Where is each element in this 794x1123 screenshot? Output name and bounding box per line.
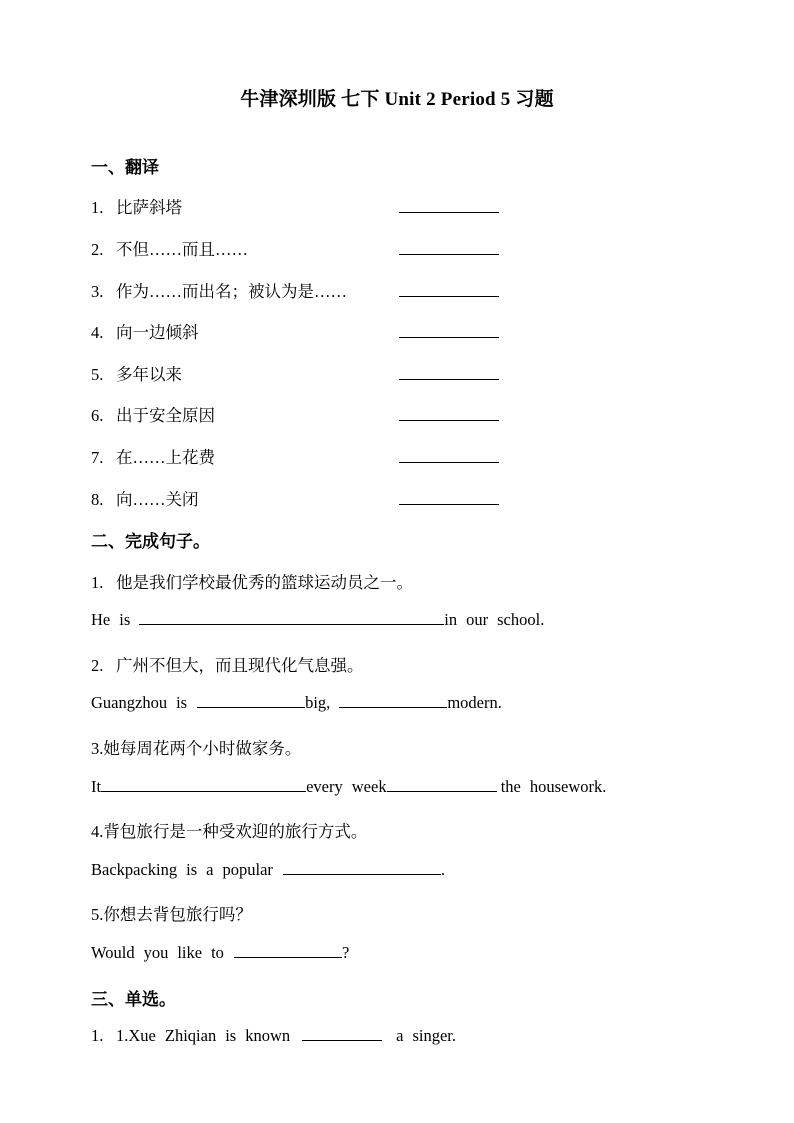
word: singer.	[412, 1026, 457, 1045]
prompt-text: 广州不但大，而且现代化气息强。	[116, 656, 364, 675]
answer-blank[interactable]	[399, 296, 499, 297]
item-text: 比萨斜塔	[116, 198, 182, 217]
word: you	[143, 943, 169, 962]
word: ?	[341, 943, 350, 962]
word: known	[245, 1026, 291, 1045]
answer-blank[interactable]	[399, 254, 499, 255]
word: is	[186, 860, 198, 879]
sentence-answer-line	[91, 693, 502, 713]
word: Would	[91, 943, 135, 962]
translate-item	[91, 236, 248, 260]
item-number: 5.	[91, 365, 104, 384]
item-number: 1.	[91, 1026, 104, 1045]
item-number: 2.	[91, 240, 104, 259]
prompt-text: 他是我们学校最优秀的篮球运动员之一。	[116, 573, 413, 592]
word: big,	[305, 693, 331, 712]
translate-item	[91, 402, 215, 426]
word: is	[225, 1026, 237, 1045]
item-text: 出于安全原因	[116, 406, 215, 425]
word: to	[211, 943, 224, 962]
answer-blank[interactable]	[399, 379, 499, 380]
answer-blank[interactable]	[399, 337, 499, 338]
word: Backpacking	[91, 860, 178, 879]
translate-item	[91, 278, 347, 302]
sentence-answer-line	[91, 610, 544, 630]
word: a	[396, 1026, 404, 1045]
item-text: 在……上花费	[116, 448, 215, 467]
sentence-answer-line	[91, 943, 349, 963]
item-number: 3.	[91, 282, 104, 301]
translate-item	[91, 319, 199, 343]
word: our	[466, 610, 489, 629]
answer-blank[interactable]	[339, 706, 447, 708]
answer-blank[interactable]	[387, 790, 497, 792]
item-text: 不但……而且……	[116, 240, 248, 259]
answer-blank[interactable]	[399, 212, 499, 213]
item-number: 4.	[91, 323, 104, 342]
answer-blank[interactable]	[197, 706, 305, 708]
item-number: 2.	[91, 656, 104, 675]
word: like	[177, 943, 203, 962]
word: week	[351, 777, 387, 796]
item-text: 作为……而出名；被认为是……	[116, 282, 347, 301]
word: It	[91, 777, 102, 796]
word: in	[444, 610, 458, 629]
answer-blank[interactable]	[139, 623, 444, 625]
sentence-prompt: 5.你想去背包旅行吗？	[91, 905, 252, 924]
sentence-prompt: 3.她每周花两个小时做家务。	[91, 739, 302, 758]
word: the	[500, 777, 521, 796]
page-title: 牛津深圳版 七下 Unit 2 Period 5 习题	[240, 89, 554, 110]
sentence-answer-line	[91, 860, 445, 880]
word: Zhiqian	[164, 1026, 217, 1045]
sentence-answer-line	[91, 777, 606, 797]
section-heading-complete: 二、完成句子。	[91, 532, 210, 551]
word: school.	[497, 610, 545, 629]
answer-blank[interactable]	[234, 956, 342, 958]
word: every	[306, 777, 343, 796]
item-text: 向一边倾斜	[116, 323, 199, 342]
word: .	[440, 860, 446, 879]
choice-question	[91, 1026, 456, 1046]
item-text: 向……关闭	[116, 490, 199, 509]
word: He	[91, 610, 111, 629]
item-text: 多年以来	[116, 365, 182, 384]
word: popular	[222, 860, 273, 879]
answer-blank[interactable]	[399, 420, 499, 421]
sentence-prompt	[91, 569, 413, 593]
answer-blank[interactable]	[302, 1039, 382, 1041]
word: is	[119, 610, 131, 629]
translate-item	[91, 361, 182, 385]
item-number: 1.	[91, 198, 104, 217]
item-number: 7.	[91, 448, 104, 467]
translate-item	[91, 194, 182, 218]
answer-blank[interactable]	[283, 873, 441, 875]
item-number: 8.	[91, 490, 104, 509]
answer-blank[interactable]	[101, 790, 306, 792]
answer-blank[interactable]	[399, 504, 499, 505]
item-number: 6.	[91, 406, 104, 425]
section-heading-translate: 一、翻译	[91, 158, 159, 177]
word: a	[206, 860, 214, 879]
word: is	[176, 693, 188, 712]
translate-item	[91, 444, 215, 468]
section-heading-choice: 三、单选。	[91, 990, 176, 1009]
item-number: 1.	[91, 573, 104, 592]
word: 1.Xue	[116, 1026, 156, 1045]
word: housework.	[529, 777, 607, 796]
sentence-prompt: 4.背包旅行是一种受欢迎的旅行方式。	[91, 822, 368, 841]
word: modern.	[447, 693, 502, 712]
word: Guangzhou	[91, 693, 168, 712]
translate-item	[91, 486, 199, 510]
answer-blank[interactable]	[399, 462, 499, 463]
sentence-prompt	[91, 652, 364, 676]
